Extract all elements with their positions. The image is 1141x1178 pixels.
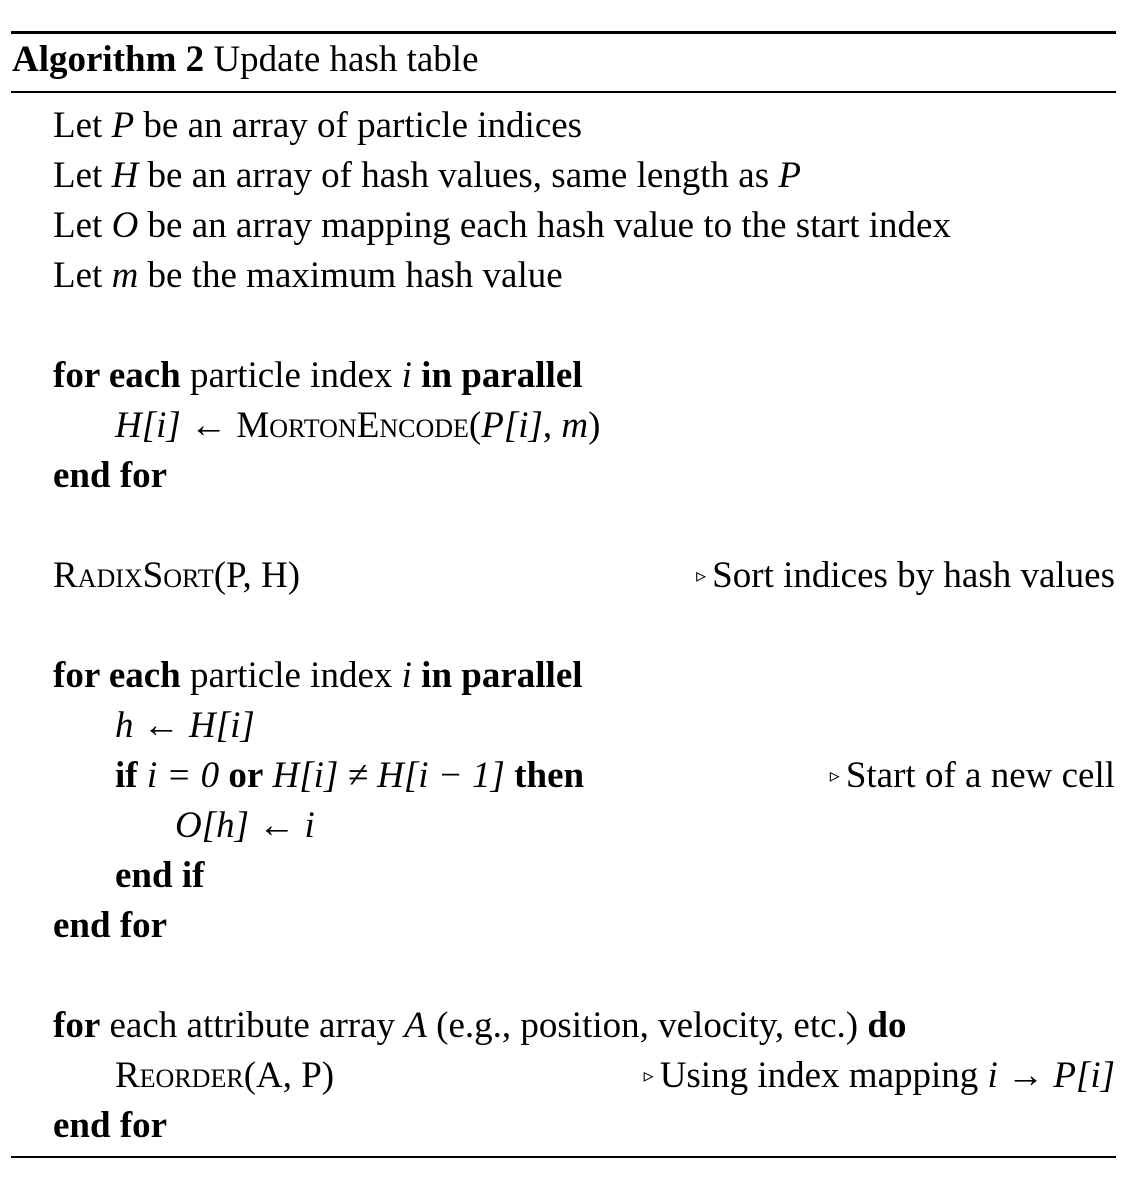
text: Let (53, 155, 112, 196)
if-comment (830, 754, 1115, 801)
var: h (115, 705, 134, 746)
arrow: ← (180, 405, 237, 446)
var: i (401, 655, 412, 696)
var: P (111, 105, 135, 146)
text: Start of a new cell (845, 755, 1115, 796)
loop3-header (53, 1004, 906, 1048)
text: (P, H) (213, 555, 301, 596)
var: i (987, 1055, 998, 1096)
loop1-body (115, 404, 600, 448)
var: P[i] (481, 405, 543, 446)
function-name: Reorder (115, 1055, 244, 1096)
text: Let (53, 255, 112, 296)
caption-rule (11, 91, 1116, 93)
var: m (111, 255, 139, 296)
sort-comment (696, 554, 1115, 601)
var: H (111, 155, 139, 196)
keyword: for each (53, 655, 181, 696)
var: m (561, 405, 589, 446)
text: (e.g., position, velocity, etc.) (426, 1005, 868, 1046)
loop3-end: end for (53, 1105, 168, 1146)
arrow: ← (133, 705, 189, 746)
text: be the maximum hash value (138, 255, 563, 296)
text: be an array mapping each hash value to the start index (138, 205, 951, 246)
preamble-line-h (53, 154, 801, 198)
comment-triangle-icon: ▹ (829, 764, 840, 787)
paren: ) (588, 405, 601, 446)
loop1-end: end for (53, 455, 168, 496)
function-name: RadixSort (53, 555, 214, 596)
comment-triangle-icon: ▹ (643, 1064, 654, 1087)
loop2-if (115, 754, 584, 798)
keyword: for each (53, 355, 181, 396)
loop2-end: end for (53, 905, 168, 946)
var: A (404, 1005, 427, 1046)
text: be an array of hash values, same length as (138, 155, 779, 196)
arrow: → (997, 1055, 1054, 1096)
var: i (304, 805, 315, 846)
condition: i = 0 (137, 755, 229, 796)
text: Sort indices by hash values (712, 555, 1115, 596)
var: H[i] (189, 705, 255, 746)
keyword: if (115, 755, 138, 796)
loop2-end-if: end if (115, 855, 205, 896)
var: P (778, 155, 801, 196)
var: H[i] (115, 405, 181, 446)
keyword: for (53, 1005, 101, 1046)
var: O[h] (175, 805, 250, 846)
text: Using index mapping (659, 1055, 988, 1096)
preamble-line-m (53, 254, 563, 298)
algorithm-title: Update hash table (213, 39, 479, 80)
keyword: do (867, 1005, 907, 1046)
keyword: in parallel (411, 355, 583, 396)
sort-line (53, 554, 300, 598)
comment-triangle-icon: ▹ (696, 564, 707, 587)
text: be an array of particle indices (134, 105, 583, 146)
bottom-rule (11, 1156, 1116, 1158)
text: Let (53, 205, 112, 246)
function-name: MortonEncode (236, 405, 469, 446)
reorder-comment (644, 1054, 1115, 1101)
var: i (401, 355, 412, 396)
text: each attribute array (100, 1005, 405, 1046)
text: (A, P) (243, 1055, 335, 1096)
var: O (111, 205, 139, 246)
condition: H[i] ≠ H[i − 1] (263, 755, 515, 796)
loop1-header (53, 354, 583, 398)
loop2-header (53, 654, 583, 698)
text: Let (53, 105, 112, 146)
algorithm-label: Algorithm 2 (12, 39, 205, 80)
paren: ( (468, 405, 482, 446)
loop3-body (115, 1054, 334, 1098)
var: P[i] (1053, 1055, 1115, 1096)
top-rule (11, 31, 1116, 34)
keyword: or (228, 755, 264, 796)
text: particle index (180, 355, 402, 396)
preamble-line-o (53, 204, 951, 248)
arrow: ← (249, 805, 305, 846)
keyword: in parallel (411, 655, 583, 696)
text: particle index (180, 655, 402, 696)
text: , (542, 405, 562, 446)
algorithm-caption (12, 38, 479, 82)
keyword: then (514, 755, 585, 796)
preamble-line-p (53, 104, 582, 148)
loop2-inner (175, 804, 315, 848)
loop2-assign (115, 704, 255, 748)
